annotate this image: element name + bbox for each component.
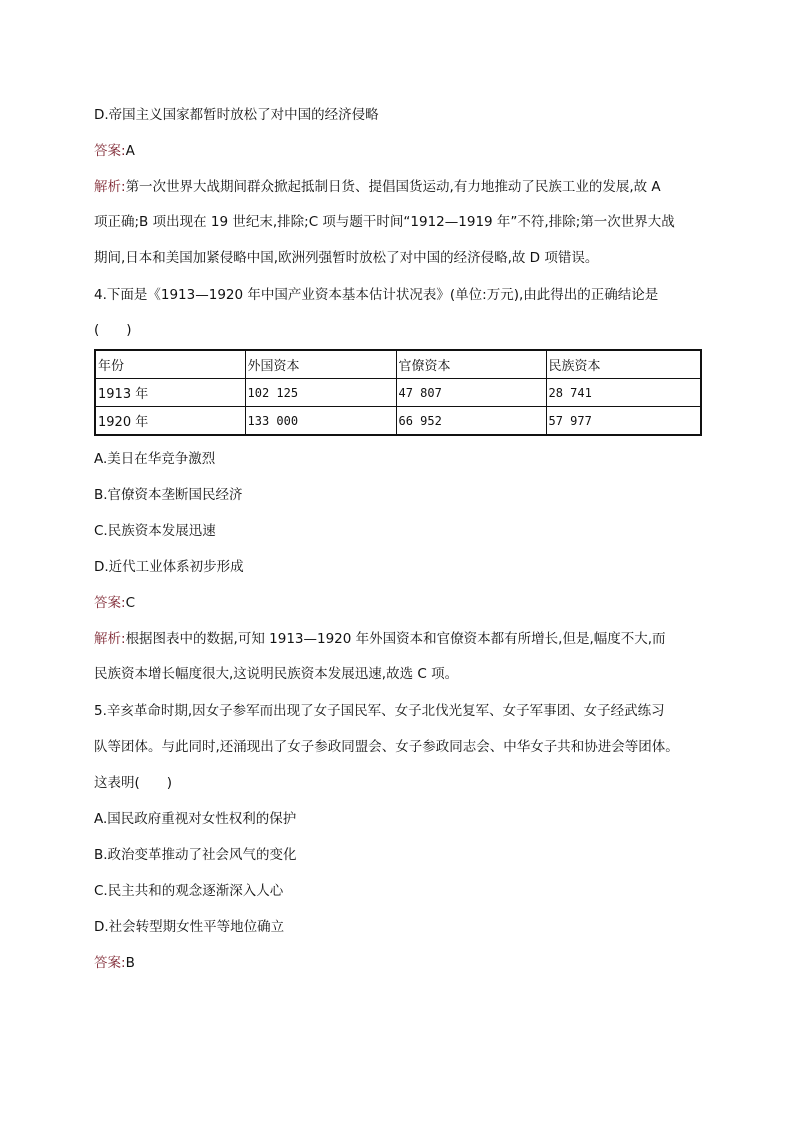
q5-option-d: D.社会转型期女性平等地位确立 bbox=[94, 919, 285, 935]
q4-capital-table bbox=[94, 349, 702, 436]
table-cell-year: 1920 年 bbox=[95, 407, 245, 436]
q4-option-c: C.民族资本发展迅速 bbox=[94, 523, 216, 539]
table-row bbox=[95, 407, 701, 436]
table-cell: 133 000 bbox=[245, 407, 396, 436]
table-header-cell: 年份 bbox=[95, 350, 245, 379]
table-cell: 102 125 bbox=[245, 379, 396, 407]
q4-analysis-line2: 民族资本增长幅度很大,这说明民族资本发展迅速,故选 C 项。 bbox=[94, 666, 459, 682]
table-header-cell: 官僚资本 bbox=[396, 350, 546, 379]
q4-answer-label: 答案: bbox=[94, 595, 126, 611]
table-cell: 66 952 bbox=[396, 407, 546, 436]
q4-analysis-line1 bbox=[94, 630, 666, 648]
table-cell: 47 807 bbox=[396, 379, 546, 407]
q5-answer-value: B bbox=[125, 955, 135, 971]
q4-option-b: B.官僚资本垄断国民经济 bbox=[94, 487, 243, 503]
q4-option-a: A.美日在华竞争激烈 bbox=[94, 451, 216, 467]
table-cell: 28 741 bbox=[546, 379, 701, 407]
q3-analysis-label: 解析: bbox=[94, 179, 126, 195]
q4-answer-value: C bbox=[125, 595, 135, 611]
q3-answer bbox=[94, 142, 135, 160]
q3-analysis-line1 bbox=[94, 178, 661, 196]
q5-option-c: C.民主共和的观念逐渐深入人心 bbox=[94, 883, 284, 899]
table-row bbox=[95, 379, 701, 407]
q5-stem-line1: 5.辛亥革命时期,因女子参军而出现了女子国民军、女子北伐光复军、女子军事团、女子经武练习 bbox=[94, 703, 665, 719]
q5-answer-label: 答案: bbox=[94, 955, 126, 971]
q5-stem-line2: 队等团体。与此同时,还涌现出了女子参政同盟会、女子参政同志会、中华女子共和协进会等团体。 bbox=[94, 739, 679, 755]
q3-analysis-line2: 项正确;B 项出现在 19 世纪末,排除;C 项与题干时间“1912—1919 年”不符,排除;第一次世界大战 bbox=[94, 214, 675, 230]
q5-stem-line3: 这表明( ) bbox=[94, 775, 173, 791]
q3-answer-value: A bbox=[125, 143, 135, 159]
table-header-cell: 外国资本 bbox=[245, 350, 396, 379]
q5-option-b: B.政治变革推动了社会风气的变化 bbox=[94, 847, 297, 863]
q4-option-d: D.近代工业体系初步形成 bbox=[94, 559, 244, 575]
table-cell-year: 1913 年 bbox=[95, 379, 245, 407]
q4-stem-line1: 4.下面是《1913—1920 年中国产业资本基本估计状况表》(单位:万元),由此得出的正确结论是 bbox=[94, 287, 659, 303]
table-header-cell: 民族资本 bbox=[546, 350, 701, 379]
q3-analysis-text1: 第一次世界大战期间群众掀起抵制日货、提倡国货运动,有力地推动了民族工业的发展,故 A bbox=[125, 179, 661, 195]
q3-answer-label: 答案: bbox=[94, 143, 126, 159]
q5-answer bbox=[94, 954, 135, 972]
q3-option-d: D.帝国主义国家都暂时放松了对中国的经济侵略 bbox=[94, 107, 379, 123]
q3-analysis-line3: 期间,日本和美国加紧侵略中国,欧洲列强暂时放松了对中国的经济侵略,故 D 项错误。 bbox=[94, 250, 599, 266]
q4-answer bbox=[94, 594, 135, 612]
q4-analysis-label: 解析: bbox=[94, 631, 126, 647]
table-cell: 57 977 bbox=[546, 407, 701, 436]
q4-stem-line2: ( ) bbox=[94, 322, 132, 338]
table-header-row bbox=[95, 350, 701, 379]
q4-analysis-text1: 根据图表中的数据,可知 1913—1920 年外国资本和官僚资本都有所增长,但是,幅度不大,而 bbox=[125, 631, 666, 647]
q5-option-a: A.国民政府重视对女性权利的保护 bbox=[94, 811, 297, 827]
